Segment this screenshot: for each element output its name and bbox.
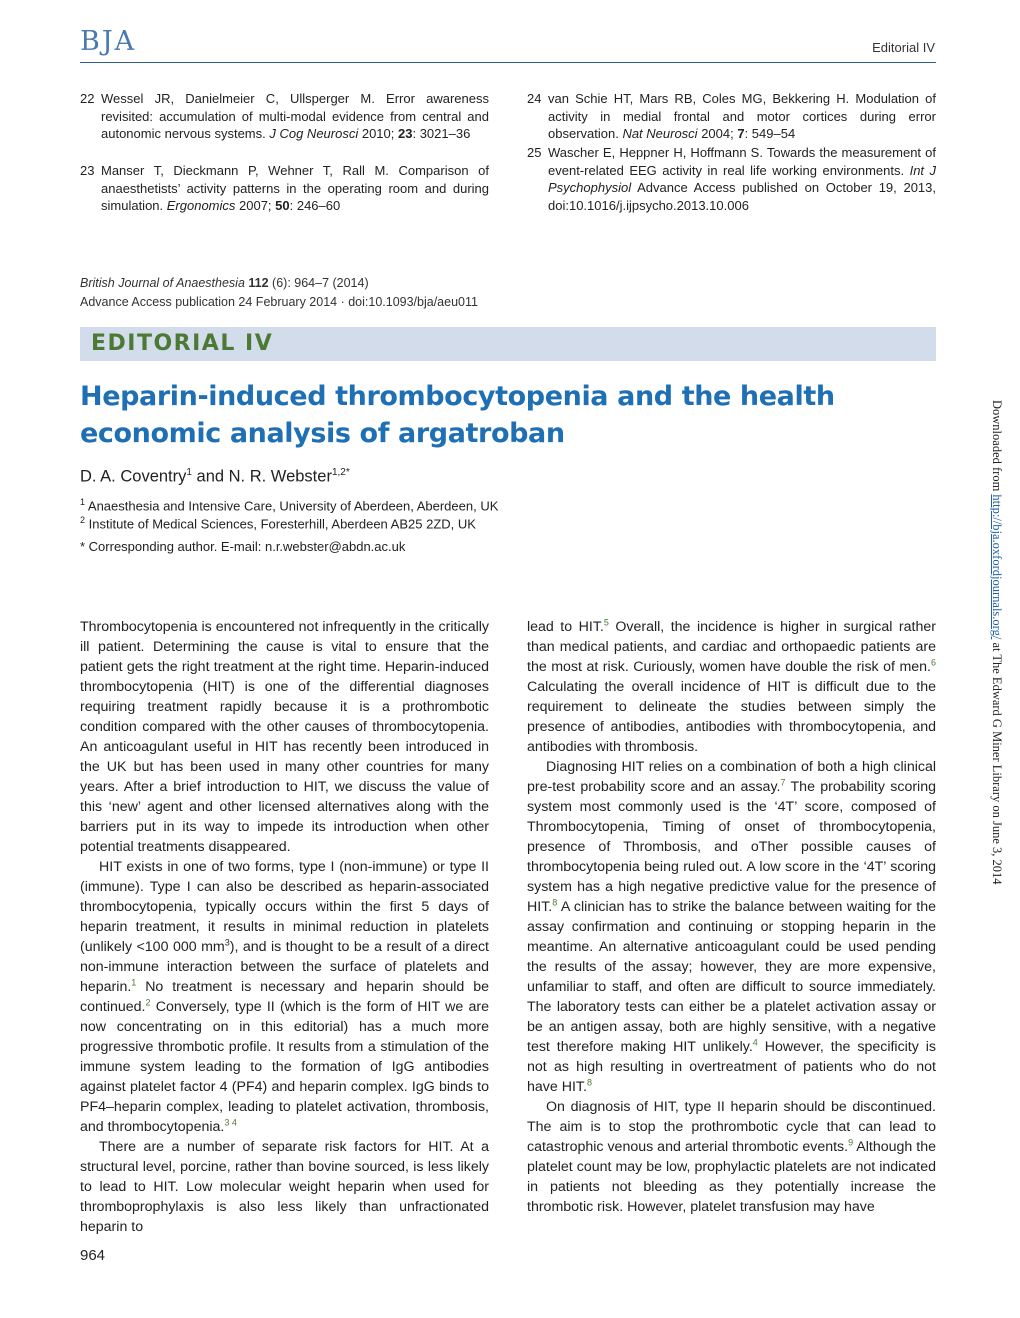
journal-logo: BJA [80, 26, 137, 57]
reference-item [527, 90, 936, 143]
article-title: Heparin-induced thrombocytopenia and the health economic analysis of argatroban [80, 381, 835, 449]
body-paragraph: On diagnosis of HIT, type II heparin should be discontinued. The aim is to stop the prothrombotic cycle that can lead to catastrophic venous and arterial thrombotic events.$^9$ Although the platelet count may be low, prophylactic platelets are not indicated in patients not bleeding as they potentially increase the thrombotic risk. However, platelet transfusion may have [527, 1099, 936, 1215]
download-notice-prefix: Downloaded from [990, 400, 1004, 495]
journal-doi-line: Advance Access publication 24 February 2014 · doi:10.1093/bja/aeu011 [80, 295, 478, 309]
running-section-title: Editorial IV [872, 40, 935, 55]
reference-item [80, 162, 489, 215]
reference-number: 25 [527, 145, 542, 160]
reference-text: Wessel JR, Danielmeier C, Ullsperger M. Error awareness revisited: accumulation of multi-modal evidence from central and autonomic nervous systems. J Cog Neurosci 2010; 23: 3021–36 [101, 91, 489, 141]
reference-text: Wascher E, Heppner H, Hoffmann S. Towards the measurement of event-related EEG activity in real life working environments. Int J Psychophysiol Advance Access published on October 19, 2013, doi:10.1016/j.ijpsycho.2013.10.006 [548, 145, 936, 213]
body-paragraph: Diagnosing HIT relies on a combination of both a high clinical pre-test probability score and an assay.$^7$ The probability scoring system most commonly used is the ‘4T’ score, composed of Thrombocytopenia, Timing of onset of thrombocytopenia, presence of Thrombosis, and oTher possible causes of thrombocytopenia being ruled out. A low score in the ‘4T’ scoring system has a high negative predictive value for the presence of HIT.$^8$ A clinician has to strike the balance between waiting for the assay confirmation and continuing or stopping heparin in the meantime. An alternative anticoagulant could be used pending the results of the assay; however, they are more expensive, unfamiliar to staff, and often are difficult to source immediately. The laboratory tests can either be a platelet activation assay or be an antigen assay, both are highly sensitive, with a negative test therefore making HIT unlikely.$^4$ However, the specificity is not as high resulting in overtreatment of patients who do not have HIT.$^8$ [527, 759, 936, 1095]
body-column-left [80, 617, 489, 1237]
reference-number: 23 [80, 163, 95, 178]
editorial-banner [80, 327, 936, 361]
journal-citation [80, 274, 478, 312]
body-column-right [527, 617, 936, 1217]
reference-text: van Schie HT, Mars RB, Coles MG, Bekkering H. Modulation of activity in medial frontal and motor cortices during error observation. Nat Neurosci 2004; 7: 549–54 [548, 91, 936, 141]
reference-item [527, 144, 936, 214]
affiliation: $^2$ Institute of Medical Sciences, Foresterhill, Aberdeen AB25 2ZD, UK [80, 515, 476, 532]
body-paragraph: Thrombocytopenia is encountered not infrequently in the critically ill patient. Determining the cause is vital to ensure that the patient gets the right treatment at the right time. Heparin-induced thrombocytopenia (HIT) is one of the differential diagnoses requiring treatment rapidly because it is a prothrombotic condition compared with the other causes of thrombocytopenia. An anticoagulant useful in HIT has recently been introduced in the UK but has been used in many other countries for many years. After a brief introduction to HIT, we discuss the value of this ‘new’ agent and other licensed alternatives along with the barriers put in its way to impede its introduction when other potential treatments disappeared. [80, 619, 489, 855]
editorial-label: EDITORIAL IV [91, 331, 274, 356]
journal-site-link[interactable]: http://bja.oxfordjournals.org/ [990, 494, 1004, 640]
body-paragraph: HIT exists in one of two forms, type I (non-immune) or type II (immune). Type I can also be described as heparin-associated thrombocytopenia, typically occurs within the first 5 days of heparin treatment, it results in minimal reduction in platelets (unlikely <100 000 $mm^3$), and is thought to be a result of a direct non-immune interaction between the surface of platelets and heparin.$^1$ No treatment is necessary and heparin should be continued.$^2$ Conversely, type II (which is the form of HIT we are now concentrating on in this editorial) has a much more progressive thrombotic profile. It results from a stimulation of the immune system leading to the formation of IgG antibodies against platelet factor 4 (PF4) and heparin complex. IgG binds to PF4–heparin complex, leading to platelet activation, thrombosis, and thrombocytopenia.$^{3 4}$ [80, 859, 489, 1135]
journal-citation-line: British Journal of Anaesthesia 112 (6): 964–7 (2014) [80, 276, 369, 290]
reference-item [80, 90, 489, 143]
header-rule [80, 62, 936, 63]
download-notice-suffix: at The Edward G Miner Library on June 3, 2014 [990, 639, 1004, 885]
corresponding-author: * Corresponding author. E-mail: n.r.webster@abdn.ac.uk [80, 539, 406, 554]
reference-number: 22 [80, 91, 95, 106]
page-number: 964 [80, 1247, 106, 1264]
author-list: D. A. Coventry$^1$ and N. R. Webster$^{1,2*}$ [80, 467, 350, 486]
body-paragraph: There are a number of separate risk factors for HIT. At a structural level, porcine, rather than bovine sourced, is less likely to lead to HIT. Low molecular weight heparin when used for thromboprophylaxis is also less likely than unfractionated heparin to [80, 1139, 489, 1235]
body-paragraph: lead to HIT.$^5$ Overall, the incidence is higher in surgical rather than medical patients, and cardiac and orthopaedic patients are the most at risk. Curiously, women have double the risk of men.$^6$ Calculating the overall incidence of HIT is difficult due to the requirement to delineate the studies between simply the presence of antibodies, antibodies with thrombocytopenia, and antibodies with thrombosis. [527, 617, 936, 755]
reference-text: Manser T, Dieckmann P, Wehner T, Rall M. Comparison of anaesthetists’ activity patterns in the operating room and during simulation. Ergonomics 2007; 50: 246–60 [101, 163, 489, 213]
download-notice [986, 400, 1008, 920]
affiliation: $^1$ Anaesthesia and Intensive Care, University of Aberdeen, Aberdeen, UK [80, 497, 499, 514]
reference-number: 24 [527, 91, 542, 106]
